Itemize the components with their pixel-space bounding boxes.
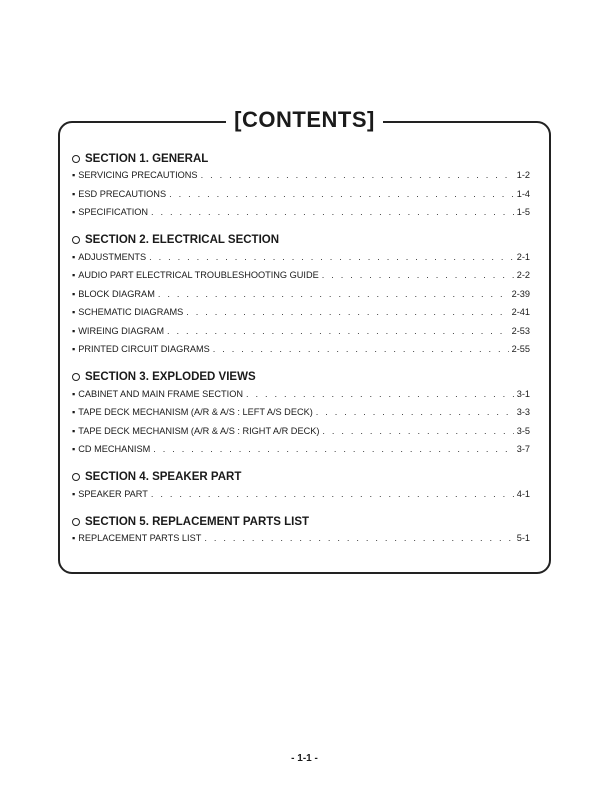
leader-dots	[153, 444, 513, 454]
leader-dots	[213, 344, 509, 354]
section-4	[72, 469, 530, 508]
circle-bullet-icon	[72, 473, 80, 481]
toc-entry-label: ESD PRECAUTIONS	[78, 188, 167, 199]
toc-entry[interactable]	[72, 533, 530, 552]
section-5	[72, 513, 530, 552]
square-bullet-icon: ▪	[72, 533, 76, 543]
toc-entry[interactable]	[72, 389, 530, 408]
toc-entry-page: 3-7	[516, 444, 530, 454]
toc-entry-label: REPLACEMENT PARTS LIST	[78, 533, 202, 543]
toc-entry-page: 3-3	[516, 407, 530, 417]
circle-bullet-icon	[72, 236, 80, 244]
toc-entry[interactable]	[72, 407, 530, 426]
contents-list	[72, 150, 530, 558]
toc-entry-label: AUDIO PART ELECTRICAL TROUBLESHOOTING GUIDE	[78, 270, 319, 280]
leader-dots	[204, 533, 513, 543]
toc-entry-label: WIREING DIAGRAM	[78, 325, 165, 336]
square-bullet-icon: ▪	[72, 188, 76, 199]
leader-dots	[169, 189, 514, 199]
square-bullet-icon: ▪	[72, 388, 76, 399]
toc-entry[interactable]	[72, 252, 530, 271]
page-number: - 1-1 -	[291, 753, 318, 764]
leader-dots	[158, 289, 509, 299]
toc-entry-page: 2-2	[516, 270, 530, 280]
toc-entry[interactable]	[72, 170, 530, 189]
square-bullet-icon: ▪	[72, 251, 76, 262]
toc-entry[interactable]	[72, 344, 530, 363]
toc-entry-label: ADJUSTMENTS	[78, 251, 147, 262]
square-bullet-icon: ▪	[72, 270, 76, 280]
square-bullet-icon: ▪	[72, 425, 76, 436]
section-heading-text: SECTION 1. GENERAL	[85, 152, 209, 165]
square-bullet-icon: ▪	[72, 325, 76, 336]
toc-entry[interactable]	[72, 444, 530, 463]
toc-entry[interactable]	[72, 270, 530, 289]
leader-dots	[246, 389, 514, 399]
toc-entry-label: PRINTED CIRCUIT DIAGRAMS	[78, 344, 210, 354]
toc-entry-page: 2-41	[511, 307, 530, 317]
square-bullet-icon: ▪	[72, 444, 76, 454]
square-bullet-icon: ▪	[72, 207, 76, 217]
toc-entry-label: SCHEMATIC DIAGRAMS	[78, 307, 184, 317]
toc-entry-label: SPECIFICATION	[78, 207, 149, 217]
leader-dots	[149, 252, 514, 262]
toc-entry[interactable]	[72, 207, 530, 226]
toc-entry-label: TAPE DECK MECHANISM (A/R & A/S : RIGHT A/R DECK)	[78, 425, 320, 436]
circle-bullet-icon	[72, 155, 80, 163]
toc-entry-page: 4-1	[516, 488, 530, 499]
toc-entry-label: BLOCK DIAGRAM	[78, 288, 155, 299]
toc-entry-label: SPEAKER PART	[78, 488, 148, 499]
section-heading-text: SECTION 2. ELECTRICAL SECTION	[85, 234, 280, 246]
circle-bullet-icon	[72, 373, 80, 381]
toc-entry-page: 2-1	[516, 251, 530, 262]
toc-entry[interactable]	[72, 307, 530, 326]
toc-entry[interactable]	[72, 326, 530, 345]
leader-dots	[167, 326, 509, 336]
leader-dots	[201, 170, 514, 180]
section-heading	[72, 513, 530, 530]
section-heading	[72, 469, 530, 486]
toc-entry-page: 1-2	[516, 170, 530, 180]
square-bullet-icon: ▪	[72, 307, 76, 317]
toc-entry-label: SERVICING PRECAUTIONS	[78, 170, 198, 180]
contents-title: [CONTENTS]	[226, 106, 383, 134]
toc-entry-label: TAPE DECK MECHANISM (A/R & A/S : LEFT A/S DECK)	[78, 407, 313, 417]
section-heading	[72, 369, 530, 386]
leader-dots	[322, 270, 514, 280]
square-bullet-icon: ▪	[72, 407, 76, 417]
toc-entry-page: 3-1	[516, 388, 530, 399]
toc-entry-page: 2-55	[511, 344, 530, 354]
leader-dots	[151, 207, 514, 217]
toc-entry-label: CD MECHANISM	[78, 444, 151, 454]
section-3	[72, 369, 530, 463]
section-heading-text: SECTION 5. REPLACEMENT PARTS LIST	[85, 515, 310, 528]
toc-entry-page: 2-39	[511, 288, 530, 299]
toc-entry[interactable]	[72, 189, 530, 208]
square-bullet-icon: ▪	[72, 288, 76, 299]
circle-bullet-icon	[72, 518, 80, 526]
toc-entry-label: CABINET AND MAIN FRAME SECTION	[78, 388, 243, 399]
section-2	[72, 232, 530, 363]
toc-entry[interactable]	[72, 489, 530, 508]
section-heading	[72, 150, 530, 167]
section-heading	[72, 232, 530, 249]
toc-entry-page: 1-5	[516, 207, 530, 217]
leader-dots	[316, 407, 514, 417]
toc-entry-page: 5-1	[516, 533, 530, 543]
toc-entry-page: 1-4	[516, 188, 530, 199]
square-bullet-icon: ▪	[72, 170, 76, 180]
section-heading-text: SECTION 4. SPEAKER PART	[85, 471, 242, 483]
toc-entry-page: 2-53	[511, 325, 530, 336]
toc-entry[interactable]	[72, 289, 530, 308]
section-1	[72, 150, 530, 226]
section-heading-text: SECTION 3. EXPLODED VIEWS	[85, 371, 256, 383]
square-bullet-icon: ▪	[72, 344, 76, 354]
toc-entry-page: 3-5	[516, 425, 530, 436]
toc-entry[interactable]	[72, 426, 530, 445]
leader-dots	[151, 489, 514, 499]
square-bullet-icon: ▪	[72, 488, 76, 499]
leader-dots	[322, 426, 513, 436]
leader-dots	[186, 307, 508, 317]
